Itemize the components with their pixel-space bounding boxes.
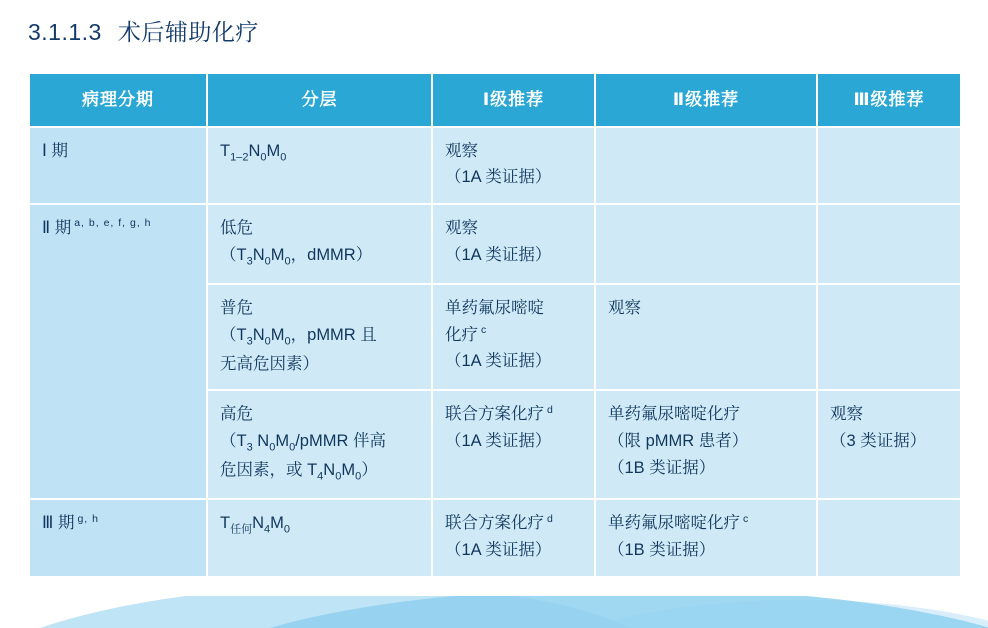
cell-stratification [207,204,432,284]
cell-stratification [207,284,432,391]
stage-label [42,510,194,537]
cell-level3 [817,204,961,284]
stratification-line1: 普危 [220,298,253,317]
table-header-row [29,73,961,127]
stage-label [42,215,194,242]
cell-level2 [595,204,817,284]
cell-level1 [432,284,595,391]
heading-text: 术后辅助化疗 [117,19,259,45]
stage-text: Ⅱ 期 [42,218,72,237]
column-header-level3: Ⅲ级推荐 [817,73,961,127]
cell-level1 [432,127,595,204]
level1-line2: （1A 类证据） [445,432,552,451]
column-header-stratification: 分层 [207,73,432,127]
stratification-line1: 低危 [220,218,253,237]
cell-stratification [207,127,432,204]
cell-stage [29,204,207,499]
level1-line2: （1A 类证据） [445,245,552,264]
stratification-line3: 无高危因素） [220,354,319,373]
table-row [29,499,961,576]
level1-line1: 联合方案化疗 $^d$ [445,403,554,424]
cell-stage [29,499,207,576]
level2-line1: 单药氟尿嘧啶化疗 [608,405,740,424]
cell-stratification [207,390,432,499]
table-row [29,127,961,204]
level1-line1b: 化疗 $^c$ [445,324,488,344]
footer-decoration [0,596,988,628]
level1-line2: （1A 类证据） [445,352,552,371]
level1-line1: 观察 [445,141,478,160]
cell-level2 [595,284,817,391]
stratification-line2: （$T_3N_0M_0$，dMMR） [220,245,373,267]
stratification-line1: $T_{任何}N_4M_0$ [220,514,291,536]
column-header-level2: Ⅱ级推荐 [595,73,817,127]
level3-line2: （3 类证据） [830,432,927,451]
stage-text: Ⅲ 期 [42,514,75,533]
cell-level1 [432,499,595,576]
level1-line1: 观察 [445,218,478,237]
cell-level2 [595,127,817,204]
heading-number: 3.1.1.3 [28,19,102,45]
cell-level3 [817,390,961,499]
cell-stage [29,127,207,204]
page-title [28,14,259,47]
level2-line3: （1B 类证据） [608,458,716,477]
level2-line2: （1B 类证据） [608,541,716,559]
stratification-line2: （$T_3N_0M_0$，pMMR 且 [220,325,377,347]
cell-level3 [817,499,961,576]
stratification-text: $T_{1-2}N_0M_0$ [220,141,287,163]
stratification-line3: 危因素，或 $T_4N_0M_0$） [220,461,378,483]
level2-line1: 单药氟尿嘧啶化疗 $^c$ [608,512,750,533]
recommendation-table [28,72,962,578]
stage-footnote: g, h [77,512,99,525]
level3-line1: 观察 [830,405,863,424]
table-row [29,204,961,284]
cell-level3 [817,284,961,391]
cell-level1 [432,204,595,284]
column-header-level1: Ⅰ级推荐 [432,73,595,127]
cell-stratification [207,499,432,576]
level1-line2: （1A 类证据） [445,541,552,559]
stage-label: Ⅰ 期 [42,141,68,160]
stage-footnote: a, b, e, f, g, h [74,217,152,230]
cell-level1 [432,390,595,499]
level2-line1: 观察 [608,298,641,317]
level1-line2: （1A 类证据） [445,168,552,187]
column-header-stage: 病理分期 [29,73,207,127]
cell-level3 [817,127,961,204]
cell-level2 [595,390,817,499]
level1-line1: 联合方案化疗 $^d$ [445,512,554,533]
stratification-line2: （$T_3$ $N_0M_0$/pMMR 伴高 [220,432,386,454]
level2-line2: （限 pMMR 患者） [608,432,749,451]
cell-level2 [595,499,817,576]
stratification-line1: 高危 [220,405,253,424]
level1-line1: 单药氟尿嘧啶 [445,298,544,317]
